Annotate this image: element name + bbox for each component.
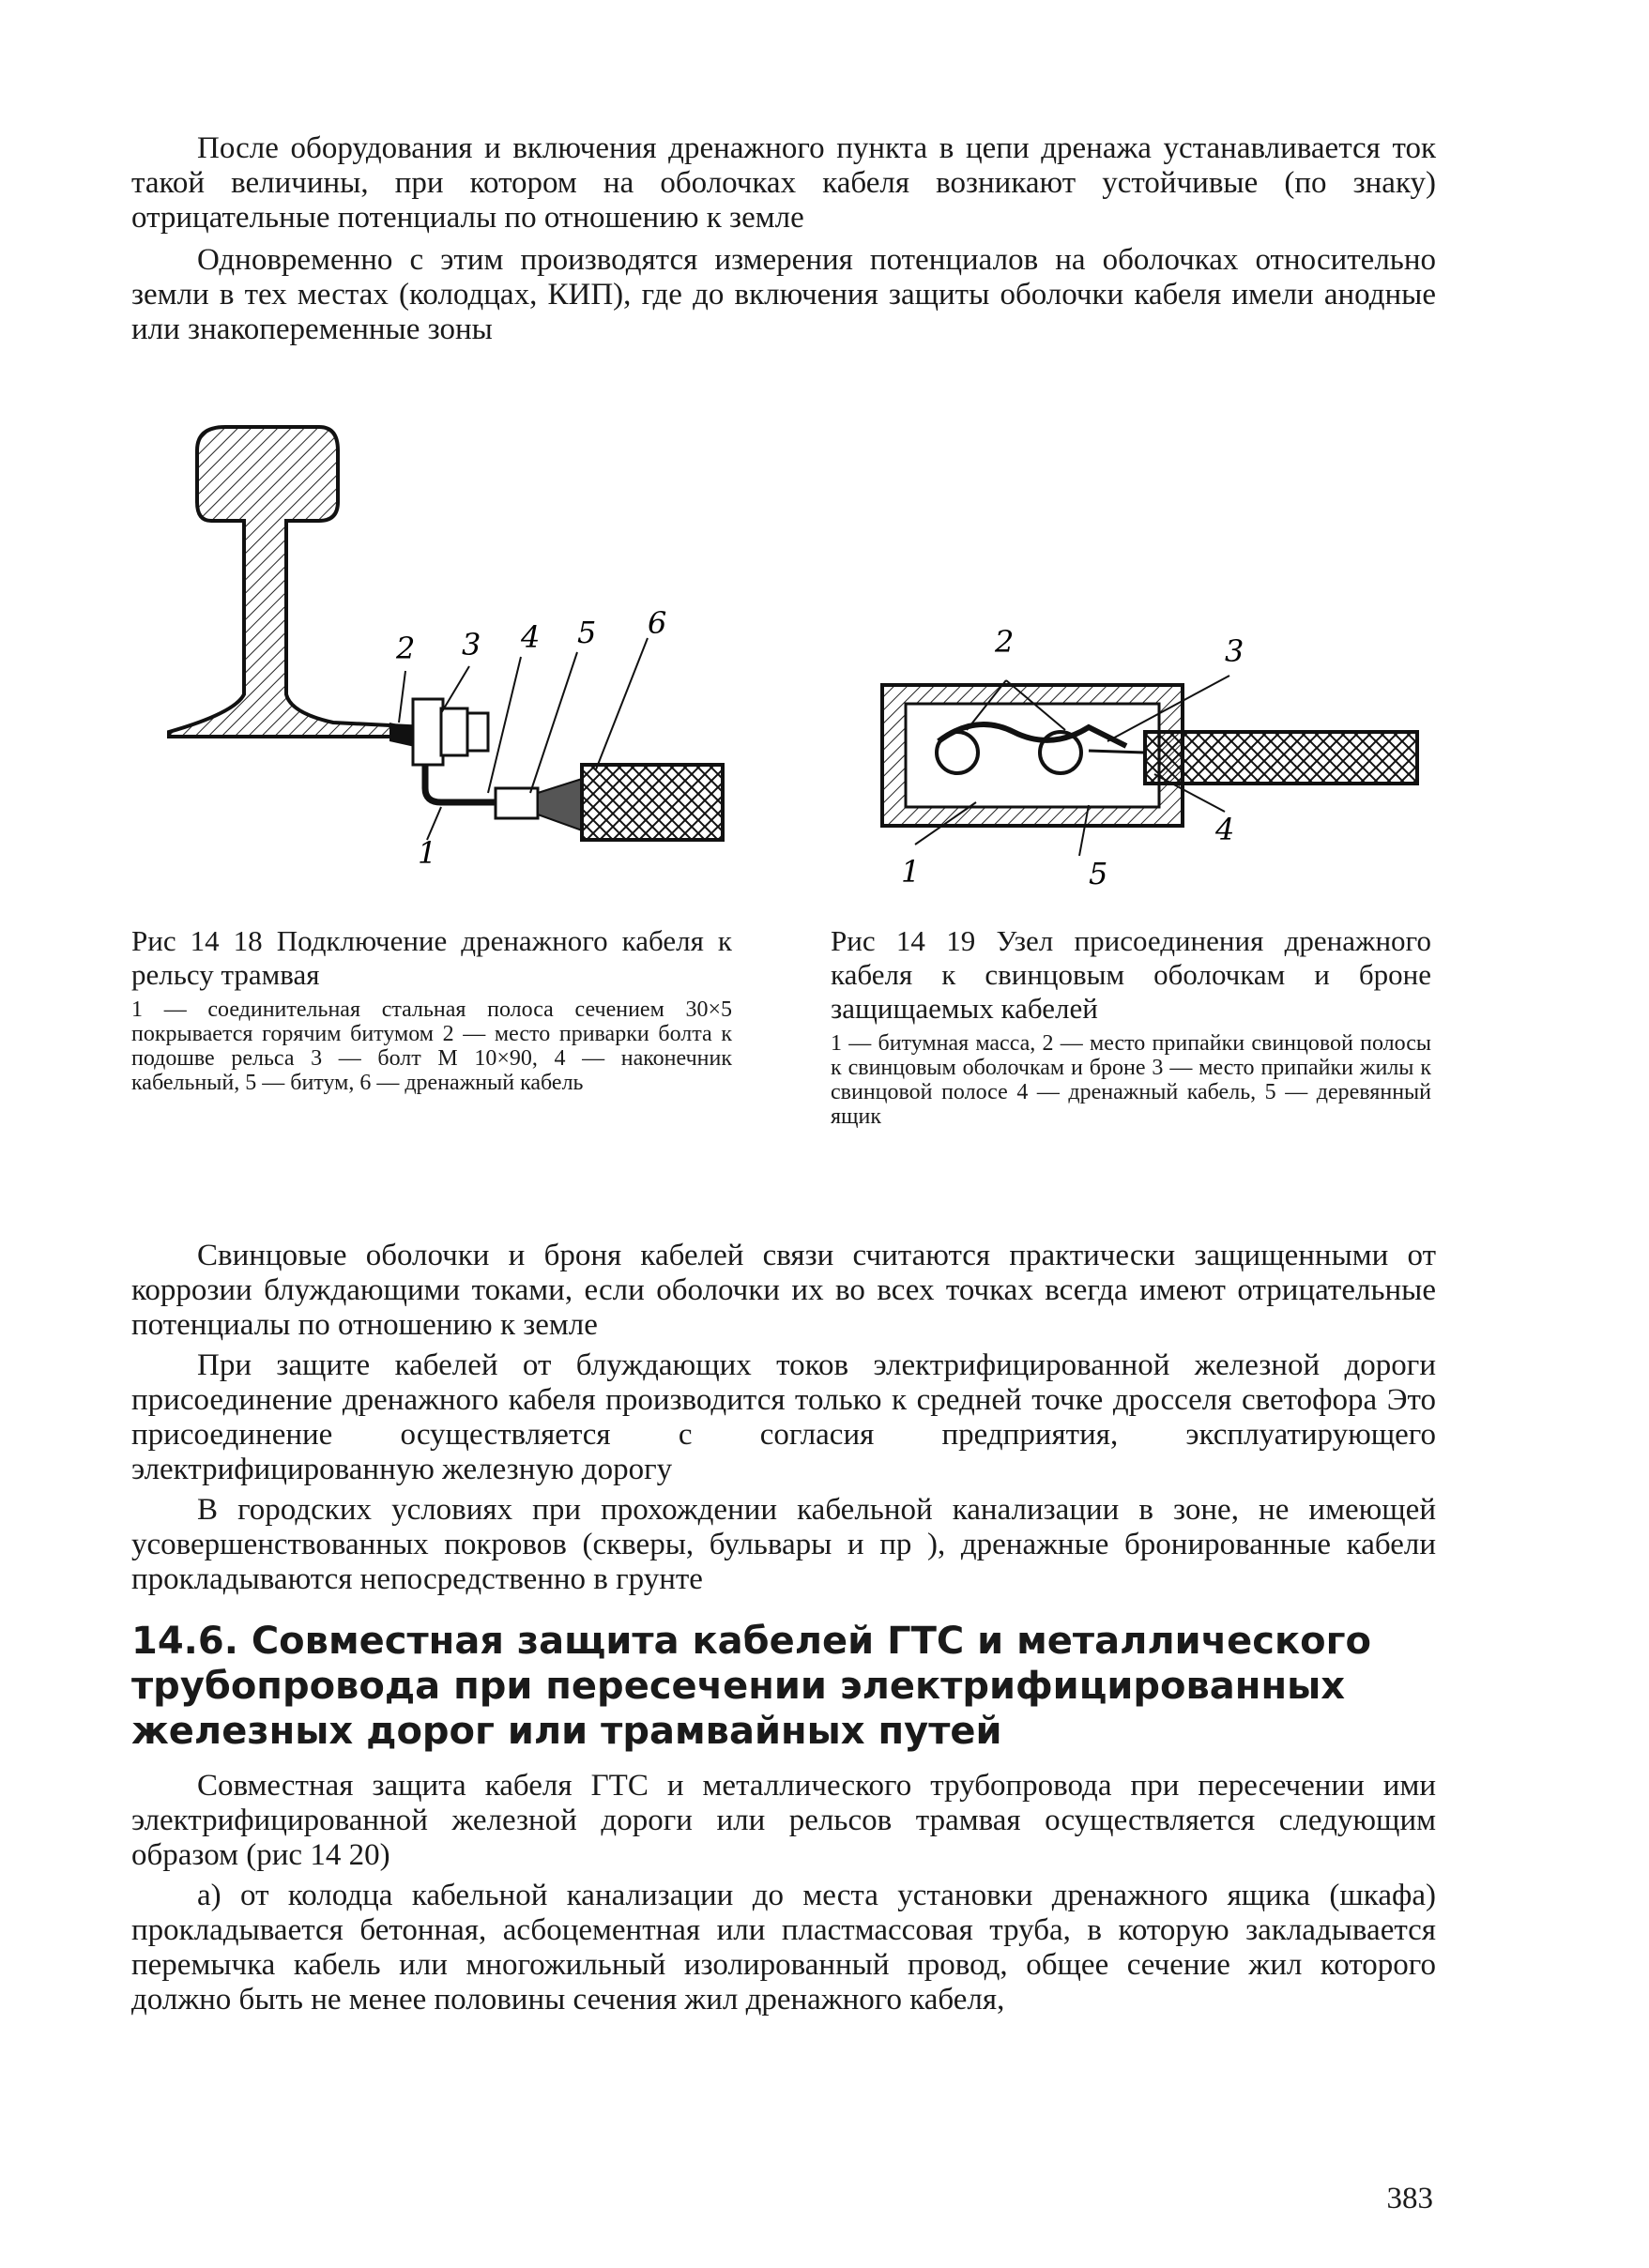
label-5: 5 xyxy=(577,615,597,650)
label-4: 4 xyxy=(521,619,541,655)
label-4: 4 xyxy=(1215,812,1235,847)
caption-right-title: Рис 14 19 Узел присоединения дренажного кабеля к свинцовым оболочкам и броне защищаемых кабелей xyxy=(831,924,1431,1025)
body-text xyxy=(131,1239,1436,1597)
caption-left-title: Рис 14 18 Подключение дренажного кабеля к рельсу трамвая xyxy=(131,924,732,991)
paragraph-4: При защите кабелей от блуждающих токов электрифицированной железной дороги присоединение дренажного кабеля производится только к средней точке дросселя светофора Это присоединение осуществляется с согласия предприятия, эксплуатирующего электрифицированную железную дорогу xyxy=(131,1348,1436,1486)
label-3: 3 xyxy=(462,627,481,662)
paragraph-5: В городских условиях при прохождении кабельной канализации в зоне, не имеющей усовершенствованных покровов (скверы, бульвары и пр ), дренажные бронированные кабели прокладываются непосредственно в грунте xyxy=(131,1493,1436,1596)
label-1: 1 xyxy=(901,854,921,890)
caption-left-legend: 1 — соединительная стальная полоса сечением 30×5 покрывается горячим битумом 2 — место приварки болта к подошве рельса 3 — болт М 10×90, 4 — наконечник кабельный, 5 — битум, 6 — дренажный кабель xyxy=(131,997,732,1095)
section-text xyxy=(131,1769,1436,2017)
paragraph-3: Свинцовые оболочки и броня кабелей связи считаются практически защищенными от коррозии блуждающими токами, если оболочки их во всех точках всегда имеют отрицательные потенциалы по отношению к земле xyxy=(131,1239,1436,1342)
paragraph-7: а) от колодца кабельной канализации до места установки дренажного ящика (шкафа) прокладывается бетонная, асбоцементная или пластмассовая труба, в которую закладывается перемычка кабель или многожильный изолированный провод, общее сечение жил которого должно быть не менее половины сечения жил дренажного кабеля, xyxy=(131,1879,1436,2017)
label-3: 3 xyxy=(1225,633,1244,669)
section xyxy=(131,1619,1436,1754)
caption-right-legend: 1 — битумная масса, 2 — место припайки свинцовой полосы к свинцовым оболочкам и броне 3 — место припайки жилы к свинцовой полосе 4 — дренажный кабель, 5 — деревянный ящик xyxy=(831,1031,1431,1129)
label-2: 2 xyxy=(995,624,1015,660)
label-1: 1 xyxy=(418,835,437,871)
section-heading: 14.6. Совместная защита кабелей ГТС и металлического трубопровода при пересечении электрифицированных железных дорог или трамвайных путей xyxy=(131,1620,1372,1753)
intro-text xyxy=(131,131,1436,347)
paragraph-2: Одновременно с этим производятся измерения потенциалов на оболочках относительно земли в тех местах (колодцах, КИП), где до включения защиты оболочки кабеля имели анодные или знакопеременные зоны xyxy=(131,243,1436,346)
page-number: 383 xyxy=(1386,2182,1433,2215)
caption-left xyxy=(131,924,732,1095)
paragraph-6: Совместная защита кабеля ГТС и металлического трубопровода при пересечении ими электрифицированной железной дороги или рельсов трамвая осуществляется следующим образом (рис 14 20) xyxy=(131,1769,1436,1872)
label-2: 2 xyxy=(396,631,416,666)
figure-rail-connection xyxy=(160,413,798,901)
label-6: 6 xyxy=(648,605,667,641)
label-5: 5 xyxy=(1089,856,1108,891)
caption-right xyxy=(831,924,1431,1129)
figure-cable-junction xyxy=(863,610,1445,891)
paragraph-1: После оборудования и включения дренажного пункта в цепи дренажа устанавливается ток такой величины, при котором на оболочках кабеля возникают устойчивые (по знаку) отрицательные потенциалы по отношению к земле xyxy=(131,131,1436,235)
